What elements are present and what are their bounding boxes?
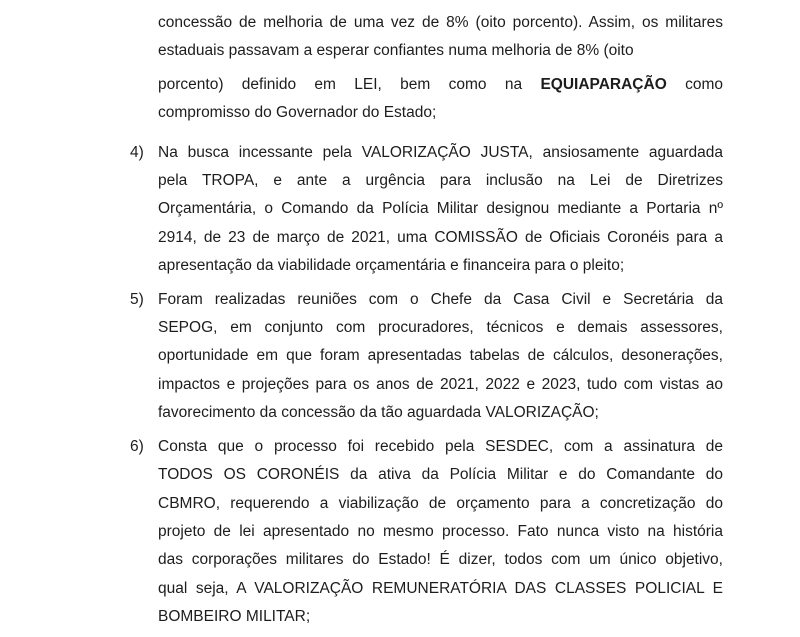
text-line: porcento) definido em LEI, bem como na EQUIAPARAÇÃO como <box>158 75 723 93</box>
text-line: Consta que o processo foi recebido pela SESDEC, com a assinatura de <box>158 437 723 455</box>
text-line: Na busca incessante pela VALORIZAÇÃO JUSTA, ansiosamente aguardada <box>158 143 723 161</box>
text-line: 2914, de 23 de março de 2021, uma COMISSÃO de Oficiais Coronéis para a <box>158 228 723 246</box>
text-line: CBMRO, requerendo a viabilização de orçamento para a concretização do <box>158 494 723 512</box>
text-line: das corporações militares do Estado! É dizer, todos com um único objetivo, <box>158 551 723 569</box>
text-line: SEPOG, em conjunto com procuradores, técnicos e demais assessores, <box>158 319 723 337</box>
document-content <box>130 9 723 637</box>
text-line: estaduais passavam a esperar confiantes numa melhoria de 8% (oito <box>158 42 634 60</box>
text-line: oportunidade em que foram apresentadas tabelas de cálculos, desonerações, <box>158 347 723 365</box>
list-item <box>130 139 723 281</box>
text-line: favorecimento da concessão da tão aguardada VALORIZAÇÃO; <box>158 404 599 422</box>
list-item <box>130 433 723 632</box>
text-line: compromisso do Governador do Estado; <box>158 104 437 122</box>
text-line: BOMBEIRO MILITAR; <box>158 608 311 626</box>
list-number: 6) <box>130 437 144 455</box>
text-line: Orçamentária, o Comando da Polícia Militar designou mediante a Portaria nº <box>158 200 723 218</box>
list-number: 4) <box>130 143 144 161</box>
text-line: apresentação da viabilidade orçamentária e financeira para o pleito; <box>158 257 625 275</box>
paragraph <box>158 71 723 128</box>
list-number: 5) <box>130 290 144 308</box>
text-line: TODOS OS CORONÉIS da ativa da Polícia Militar e do Comandante do <box>158 466 723 484</box>
text-line: concessão de melhoria de uma vez de 8% (oito porcento). Assim, os militares <box>158 14 723 31</box>
list-item <box>130 286 723 428</box>
paragraph <box>158 9 723 66</box>
text-line: pela TROPA, e ante a urgência para inclusão na Lei de Diretrizes <box>158 172 723 190</box>
text-line: projeto de lei apresentado no mesmo processo. Fato nunca visto na história <box>158 522 723 540</box>
text-line: qual seja, A VALORIZAÇÃO REMUNERATÓRIA DAS CLASSES POLICIAL E <box>158 579 723 597</box>
text-line: impactos e projeções para os anos de 2021, 2022 e 2023, tudo com vistas ao <box>158 375 723 393</box>
bold-text: EQUIAPARAÇÃO <box>540 75 667 93</box>
text-line: Foram realizadas reuniões com o Chefe da Casa Civil e Secretária da <box>158 290 723 308</box>
